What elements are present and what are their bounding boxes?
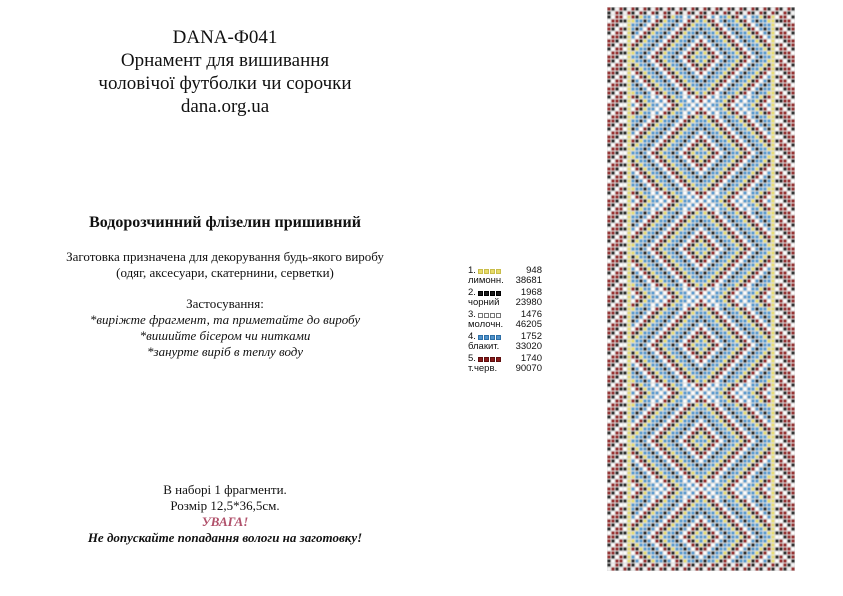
bead-swatch [484,269,489,274]
bead-swatch [496,291,501,296]
usage-step-1: *виріжте фрагмент, та приметайте до виробу [89,312,361,327]
bead-swatch-icon [478,357,502,362]
legend-color-code: 23980 [515,297,542,308]
legend-color-code: 33020 [515,341,542,352]
embroidery-pattern [607,7,795,571]
legend-color-name: блакит. [468,341,500,352]
bead-swatch-icon [478,291,502,296]
product-code: DANA-Ф041 [172,27,278,48]
legend-num: 2. [468,287,476,298]
usage-step-3: *занурте виріб в теплу воду [147,344,303,359]
bead-swatch [496,335,501,340]
bead-swatch [490,269,495,274]
bead-swatch [478,357,483,362]
legend-count: 1476 [520,309,542,320]
product-title-line1: Орнамент для вишивання [120,50,330,71]
legend-count: 1752 [520,331,542,342]
bead-swatch-icon [478,269,502,274]
legend-color-code: 38681 [515,275,542,286]
bead-legend [468,266,542,376]
legend-color-name: чорний [468,297,500,308]
bead-swatch [496,269,501,274]
legend-color-code: 46205 [515,319,542,330]
warning-label: УВАГА! [201,514,249,529]
legend-num: 4. [468,331,476,342]
legend-item-4 [468,332,542,352]
bead-swatch [484,313,489,318]
legend-count: 1740 [520,353,542,364]
bead-swatch [478,269,483,274]
usage-step-2: *вишийте бісером чи нитками [139,328,311,343]
legend-color-name: лимонн. [468,275,504,286]
bead-swatch [484,335,489,340]
product-title-line2: чоловічої футболки чи сорочки [98,73,352,94]
description-line1: Заготовка призначена для декорування будь-якого виробу [66,249,384,264]
legend-item-5 [468,354,542,374]
bead-swatch [490,335,495,340]
bead-swatch [490,357,495,362]
bead-swatch [484,357,489,362]
description-line2: (одяг, аксесуари, скатернини, серветки) [116,265,334,280]
legend-count: 1968 [520,287,542,298]
legend-color-name: молочн. [468,319,504,330]
legend-num: 1. [468,265,476,276]
size-info: Розмір 12,5*36,5см. [170,498,280,513]
legend-count: 948 [526,265,542,276]
bead-swatch [478,313,483,318]
footer-info [40,482,410,546]
website: dana.org.ua [180,96,270,117]
bead-swatch-icon [478,335,502,340]
moisture-notice: Не допускайте попадання вологи на заготовку! [87,530,363,545]
legend-color-code: 90070 [515,363,542,374]
bead-swatch [478,335,483,340]
description [40,249,410,281]
legend-num: 3. [468,309,476,320]
legend-item-2 [468,288,542,308]
bead-swatch [478,291,483,296]
bead-swatch [490,291,495,296]
bead-swatch [496,357,501,362]
bead-swatch [496,313,501,318]
usage-title: Застосування: [186,296,264,311]
header [60,26,390,118]
fragments-count: В наборі 1 фрагменти. [163,482,287,497]
bead-swatch-icon [478,313,502,318]
legend-num: 5. [468,353,476,364]
legend-item-3 [468,310,542,330]
material-title: Водорозчинний флізелин пришивний [89,214,361,231]
legend-color-name: т.черв. [468,363,498,374]
legend-item-1 [468,266,542,286]
bead-swatch [484,291,489,296]
usage-section [60,296,390,360]
ornament-pattern-canvas [607,7,795,571]
bead-swatch [490,313,495,318]
